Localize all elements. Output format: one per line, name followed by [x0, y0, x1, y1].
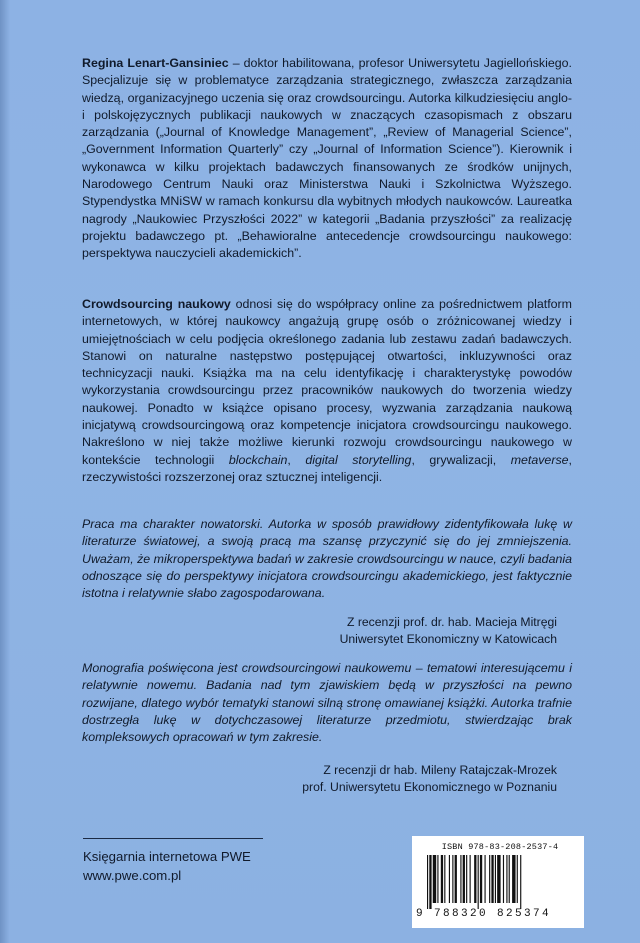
description-sep-2: , grywalizacji,	[411, 452, 511, 467]
barcode-bar	[433, 855, 436, 903]
barcode-bar	[503, 855, 504, 903]
barcode-bar	[509, 855, 510, 903]
barcode-bar	[429, 855, 431, 909]
author-bio-text: – doktor habilitowana, profesor Uniwersytetu Jagiellońskiego. Specjalizuje się w problematyce zarządzania strategicznego, zwłaszcza zarządzania wiedzą, organizacyjnego uczenia się oraz crowdsourcingu. Autorka kilkudziesięciu anglo- i polskojęzycznych publikacji naukowych w znaczących czasopismach z obszaru zarządzania („Journal of Knowledge Management”, „Review of Managerial Science”, „Government Information Quarterly” czy „Journal of Information Science”). Kierownik i wykonawca w kilku projektach badawczych finansowanych ze środków unijnych, Narodowego Centrum Nauki oraz Ministerstwa Nauki i Szkolnictwa Wyższego. Stypendystka MNiSW w ramach konkursu dla wybitnych młodych naukowców. Laureatka nagrody „Naukowiec Przyszłości 2022” w kategorii „Badania przyszłości” za realizację projektu badawczego pt. „Behawioralne antecedencje crowdsourcingu naukowego: perspektywa nauczycieli akademickich”.	[82, 56, 572, 261]
barcode-bar	[452, 855, 453, 903]
bookstore-info	[83, 848, 251, 885]
barcode-bars	[426, 855, 576, 909]
barcode-bar	[460, 855, 461, 903]
description-text-1: odnosi się do współpracy online za pośrednictwem platform internetowych, w której naukowcy angażują grupę osób o zróżnicowanej wiedzy i umiejętnościach w celu podjęcia określonego zadania lub zestawu zadań badawczych. Stanowi on naturalne następstwo postępującej otwartości, inkluzywności oraz technicyzacji nauki. Książka ma na celu identyfikację i charakterystykę powodów wykorzystania crowdsourcingu przez pracowników naukowych do tworzenia wiedzy naukowej. Ponadto w książce opisano procesy, wyzwania zarządzania naukową inicjatywą crowdsourcingową oraz kompetencje inicjatora crowdsourcingu naukowego. Nakreślono w niej także możliwe kierunki rozwoju crowdsourcingu naukowego w kontekście technologii	[82, 297, 572, 467]
barcode-bar	[455, 855, 457, 903]
ean-digits: 9 788320 825374	[416, 908, 552, 920]
barcode-bar	[485, 855, 486, 903]
divider	[83, 838, 263, 839]
term-metaverse: metaverse	[510, 452, 569, 467]
review-quote-1: Praca ma charakter nowatorski. Autorka w sposób prawidłowy zidentyfikowała lukę w literaturze światowej, a swoją pracą ma szansę przyczynić się do jej zmniejszenia. Uważam, że mikroperspektywa badań w zakresie crowdsourcingu w nauce, czyli badania odnoszące się do perspektywy inicjatora crowdsourcingu akademickiego, jest faktycznie istotna i relatywnie słabo zagospodarowana.	[82, 517, 572, 601]
barcode-bar	[474, 855, 476, 903]
barcode-bar	[517, 855, 518, 903]
review-quote-2: Monografia poświęcona jest crowdsourcingowi naukowemu – tematowi interesującemu i relatywnie nowemu. Badania nad tym zjawiskiem będą w przyszłości na pewno rozwijane, dlatego wybór tematyki stanowi silną stronę omawianej książki. Autorka trafnie dostrzegła lukę w dotychczasowej literaturze przedmiotu, stwierdzając brak kompleksowych opracowań w tym zakresie.	[82, 661, 572, 745]
barcode-bar	[478, 855, 479, 909]
book-description	[82, 296, 572, 486]
review-source-1-reviewer: Z recenzji prof. dr. hab. Macieja Mitręgi	[347, 615, 557, 629]
review-source-1	[340, 614, 557, 648]
author-name: Regina Lenart-Gansiniec	[82, 56, 229, 70]
barcode-bar	[512, 855, 515, 903]
barcode-bar	[520, 855, 521, 909]
description-text-2: , rzeczywistości rozszerzonej oraz sztucznej inteligencji.	[82, 452, 572, 484]
review-source-2	[302, 762, 557, 796]
barcode-bar	[491, 855, 493, 903]
term-blockchain: blockchain	[228, 452, 288, 467]
barcode-bar	[495, 855, 496, 903]
isbn-label: ISBN 978-83-208-2537-4	[441, 842, 559, 852]
barcode-bar	[449, 855, 450, 903]
barcode-bar	[444, 855, 445, 903]
barcode-bar	[463, 855, 465, 903]
barcode-bar	[480, 855, 482, 903]
barcode-bar	[497, 855, 500, 903]
review-source-2-affiliation: prof. Uniwersytetu Ekonomicznego w Poznaniu	[302, 780, 557, 794]
barcode-bar	[489, 855, 490, 903]
author-bio	[82, 55, 572, 263]
barcode-bar	[437, 855, 438, 903]
barcode-bar	[506, 855, 507, 903]
description-sep-1: ,	[287, 452, 306, 467]
review-source-1-affiliation: Uniwersytet Ekonomiczny w Katowicach	[339, 632, 557, 646]
barcode	[412, 836, 584, 928]
description-lead: Crowdsourcing naukowy	[82, 297, 231, 311]
barcode-bar	[427, 855, 428, 909]
barcode-bar	[441, 855, 443, 903]
cover-edge	[0, 0, 10, 943]
bookstore-name: Księgarnia internetowa PWE	[83, 849, 251, 864]
term-digital-storytelling: digital storytelling	[305, 452, 412, 467]
barcode-bar	[466, 855, 467, 903]
bookstore-url[interactable]: www.pwe.com.pl	[83, 867, 182, 883]
barcode-bar	[470, 855, 471, 903]
review-source-2-reviewer: Z recenzji dr hab. Mileny Ratajczak-Mrozek	[323, 763, 557, 777]
